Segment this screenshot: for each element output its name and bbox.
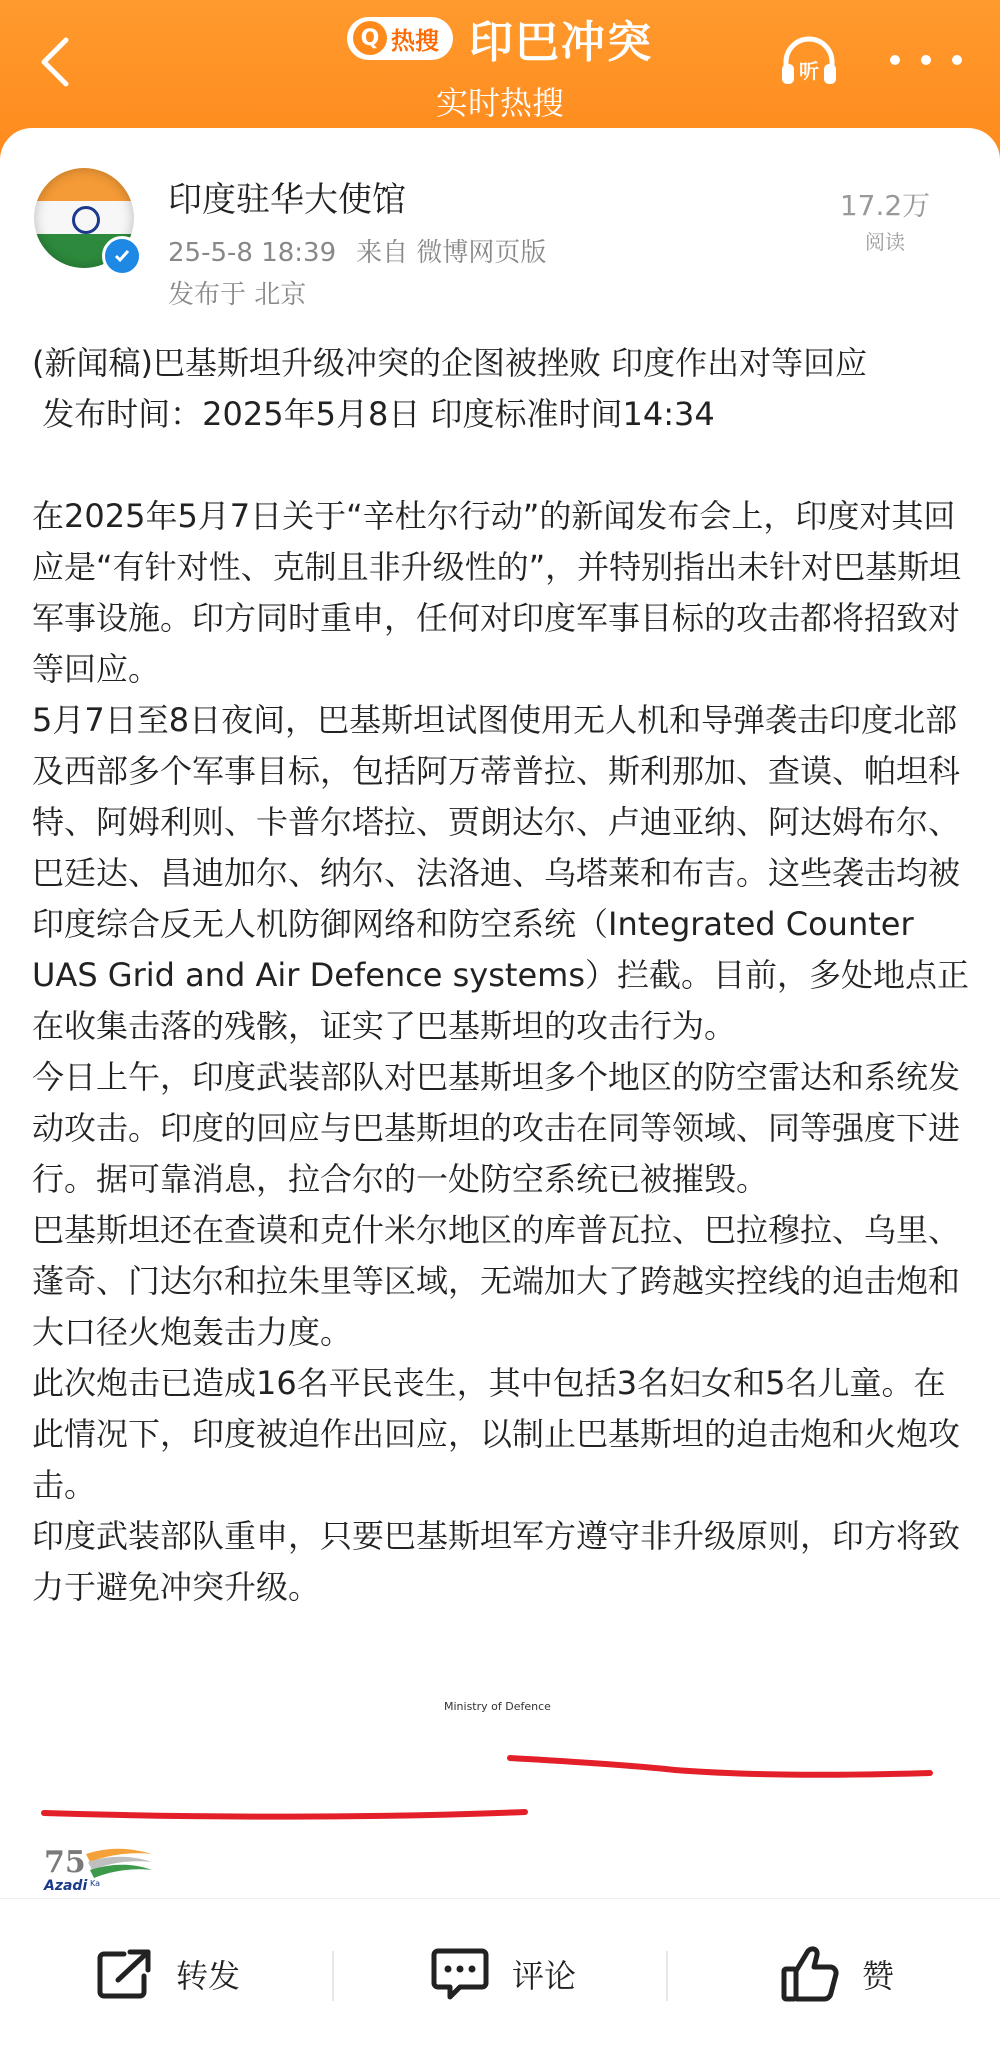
read-count-label: 阅读 — [865, 230, 905, 254]
post-paragraph: 在2025年5月7日关于“辛杜尔行动”的新闻发布会上，印度对其回应是“有针对性、克制且非升级性的”，并特别指出未针对巴基斯坦军事设施。印方同时重申，任何对印度军事目标的攻击都将招致对等回应。 — [32, 497, 962, 688]
dot-icon — [921, 55, 931, 65]
divider — [666, 1951, 668, 2001]
read-count — [820, 184, 950, 255]
repost-label: 转发 — [176, 1957, 241, 1995]
post-card — [0, 128, 1000, 1898]
post-paragraph: 印度武装部队重申，只要巴基斯坦军方遵守非升级原则，印方将致力于避免冲突升级。 — [32, 1517, 961, 1606]
post-location: 发布于 北京 — [168, 280, 307, 310]
listen-button[interactable] — [775, 30, 843, 90]
page-subtitle: 实时热搜 — [435, 84, 564, 122]
post-paragraph: 今日上午，印度武装部队对巴基斯坦多个地区的防空雷达和系统发动攻击。印度的回应与巴基斯坦的攻击在同等领域、同等强度下进行。据可靠消息，拉合尔的一处防空系统已被摧毁。 — [32, 1058, 961, 1198]
post-source: 来自 微博网页版 — [356, 238, 547, 268]
dot-icon — [952, 55, 962, 65]
title-bar — [0, 8, 1000, 68]
comment-icon — [430, 1947, 490, 2001]
ashoka-chakra-icon — [72, 206, 100, 234]
more-options-button[interactable] — [890, 48, 962, 72]
post-body — [32, 338, 972, 1613]
comment-button[interactable] — [430, 1899, 576, 2049]
read-count-number: 17.2万 — [839, 189, 931, 222]
post-paragraph: 5月7日至8日夜间，巴基斯坦试图使用无人机和导弹袭击印度北部及西部多个军事目标，包括阿万蒂普拉、斯利那加、查谟、帕坦科特、阿姆利则、卡普尔塔拉、贾朗达尔、卢迪亚纳、阿达姆布尔、巴廷达、昌迪加尔、纳尔、法洛迪、乌塔莱和布吉。这些袭击均被印度综合反无人机防御网络和防空系统（Integrated Counter UAS Grid and Air Defence systems）拦截。目前，多处地点正在收集击落的残骸，证实了巴基斯坦的攻击行为。 — [32, 701, 969, 1045]
verified-badge-icon — [102, 236, 142, 276]
headphones-icon — [778, 32, 840, 88]
post-meta — [168, 232, 546, 269]
post-paragraph: 巴基斯坦还在查谟和克什米尔地区的库普瓦拉、巴拉穆拉、乌里、蓬奇、门达尔和拉朱里等区域，无端加大了跨越实控线的迫击炮和大口径火炮轰击力度。 — [32, 1211, 961, 1351]
author-name[interactable]: 印度驻华大使馆 — [168, 180, 406, 220]
divider — [332, 1951, 334, 2001]
post-date: 25-5-8 18:39 — [168, 238, 337, 268]
search-logo-icon: Q — [353, 21, 387, 55]
ministry-label: Ministry of Defence — [444, 1700, 551, 1713]
thumbs-up-icon — [780, 1945, 840, 2003]
logo-azadi: Azadi — [44, 1878, 88, 1894]
bottom-action-bar — [0, 1898, 1000, 2049]
hot-badge-label: 热搜 — [391, 26, 439, 55]
page-title: 印巴冲突 — [469, 17, 653, 68]
like-label: 赞 — [862, 1957, 895, 1995]
spacer — [32, 440, 972, 491]
logo-number: 75 — [44, 1845, 86, 1880]
post-publish-time: 发布时间：2025年5月8日 印度标准时间14:34 — [32, 395, 715, 433]
share-icon — [96, 1948, 154, 2000]
like-button[interactable] — [780, 1899, 894, 2049]
post-headline: (新闻稿)巴基斯坦升级冲突的企图被挫败 印度作出对等回应 — [32, 344, 868, 382]
repost-button[interactable] — [96, 1899, 240, 2049]
hot-search-badge[interactable] — [347, 17, 453, 60]
comment-label: 评论 — [512, 1957, 577, 1995]
post-paragraph: 此次炮击已造成16名平民丧生，其中包括3名妇女和5名儿童。在此情况下，印度被迫作出回应，以制止巴基斯坦的迫击炮和火炮攻击。 — [32, 1364, 961, 1504]
dot-icon — [890, 55, 900, 65]
listen-label: 听 — [799, 59, 819, 83]
logo-ka: Ka — [90, 1879, 101, 1888]
